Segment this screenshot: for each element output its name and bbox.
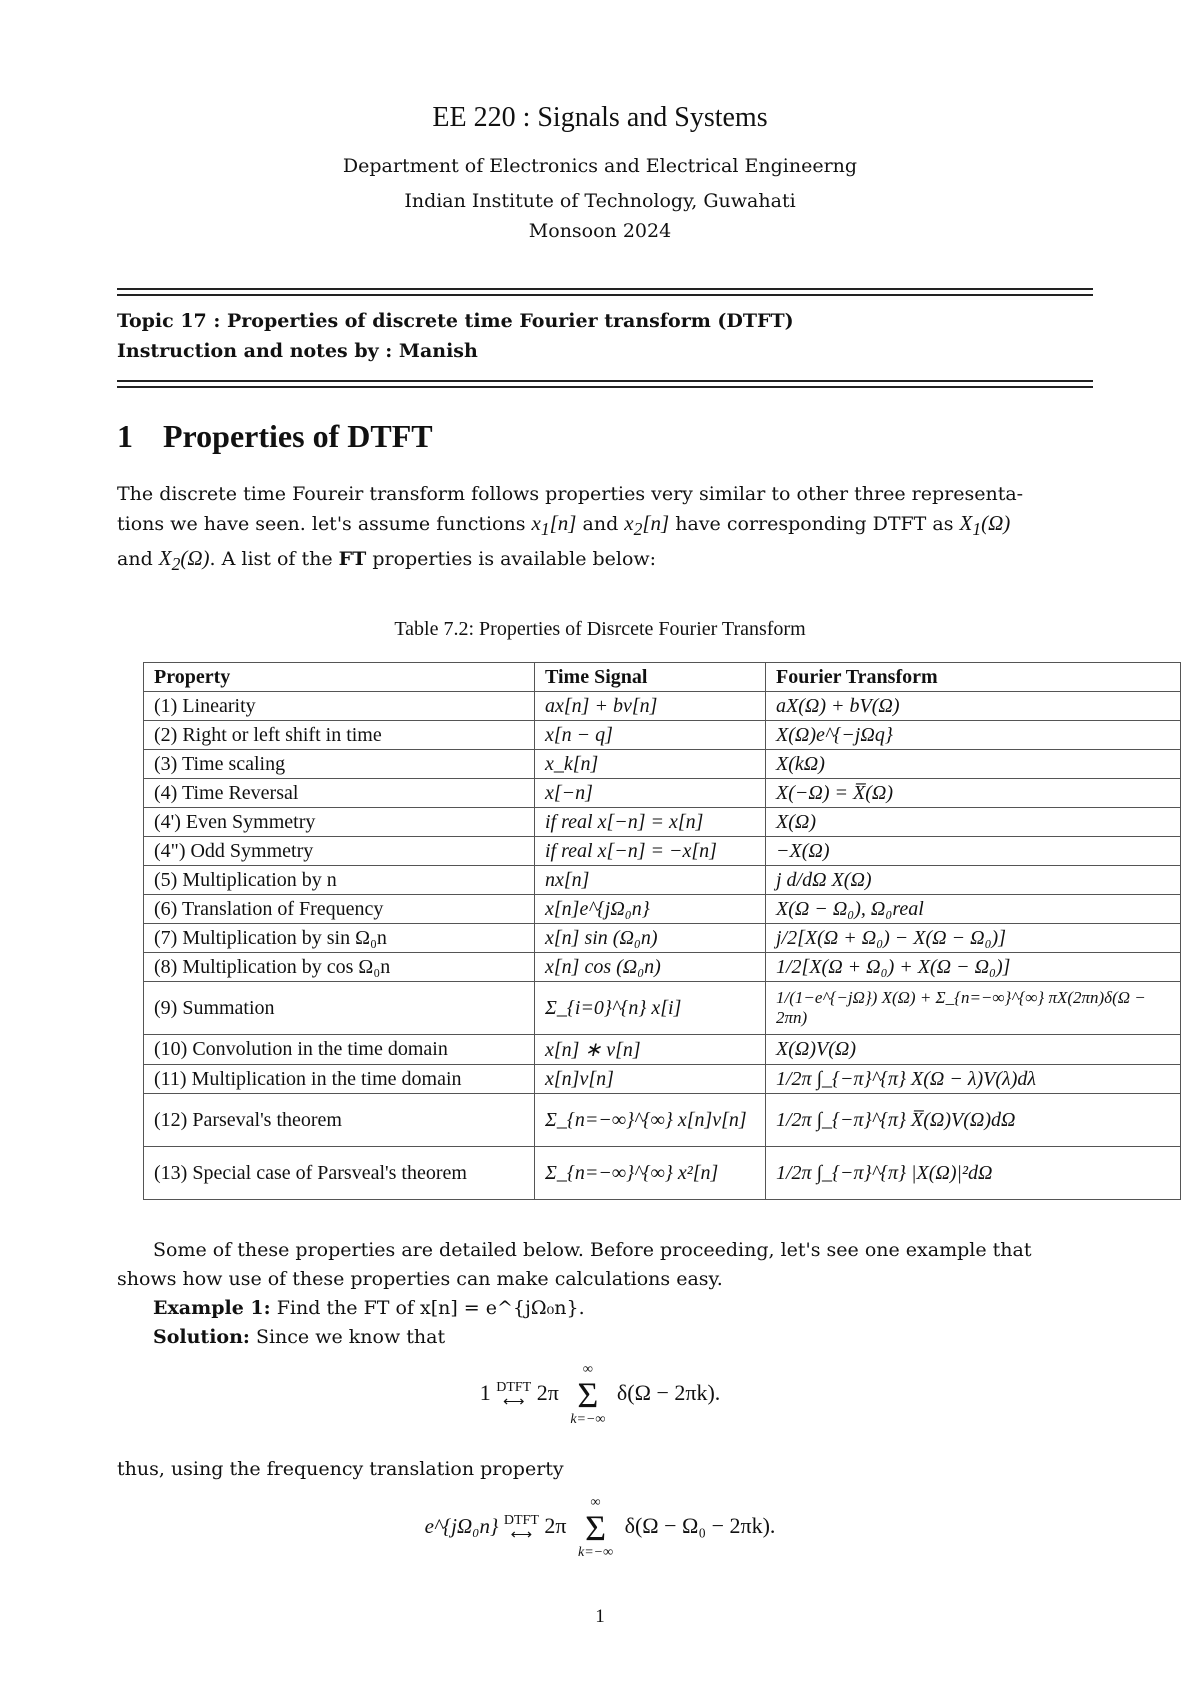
- arrow-label: DTFT: [503, 1513, 539, 1528]
- property-cell: (5) Multiplication by n: [144, 866, 535, 895]
- table-row: [144, 953, 1181, 982]
- fourier-cell: X(Ω − Ω₀), Ω₀real: [766, 895, 1181, 924]
- term: Monsoon 2024: [528, 220, 672, 242]
- ft-bold: FT: [338, 548, 367, 571]
- section-heading: [117, 418, 433, 455]
- example-text: Find the FT of x[n] = e^{jΩ₀n}.: [270, 1297, 585, 1319]
- time-signal-cell: ax[n] + bv[n]: [535, 692, 766, 721]
- mid-text: [117, 1455, 1093, 1484]
- sum-upper: ∞: [582, 1362, 593, 1377]
- property-cell: (8) Multiplication by cos Ω₀n: [144, 953, 535, 982]
- example-label: Example 1:: [153, 1297, 271, 1319]
- table-header-row: [144, 663, 1181, 692]
- fourier-cell: 1/(1−e^{−jΩ}) X(Ω) + Σ_{n=−∞}^{∞} πX(2πn)δ(Ω − 2πn): [766, 982, 1181, 1035]
- table-row: [144, 866, 1181, 895]
- fourier-cell: X(kΩ): [766, 750, 1181, 779]
- fourier-cell: j/2[X(Ω + Ω₀) − X(Ω − Ω₀)]: [766, 924, 1181, 953]
- section-number: 1: [117, 418, 133, 454]
- section-title: Properties of DTFT: [163, 418, 433, 454]
- fourier-cell: 1/2π ∫_{−π}^{π} X̅(Ω)V(Ω)dΩ: [766, 1094, 1181, 1147]
- fourier-cell: 1/2π ∫_{−π}^{π} X(Ω − λ)V(λ)dλ: [766, 1065, 1181, 1094]
- table-row: [144, 1094, 1181, 1147]
- time-signal-cell: x[n] sin (Ω₀n): [535, 924, 766, 953]
- department-name: Department of Electronics and Electrical Engineerng: [342, 155, 858, 177]
- arrow-label: DTFT: [496, 1380, 532, 1395]
- property-cell: (4) Time Reversal: [144, 779, 535, 808]
- intro-line-3a: and: [117, 548, 159, 571]
- header-property: Property: [144, 663, 535, 692]
- X2-symbol: $X_2(\Omega)$: [158, 546, 210, 575]
- time-signal-cell: x[−n]: [535, 779, 766, 808]
- fourier-cell: aX(Ω) + bV(Ω): [766, 692, 1181, 721]
- intro-line-2a: tions we have seen. let's assume functions: [117, 513, 532, 535]
- dtft-arrow: DTFT ⟷: [503, 1513, 539, 1543]
- equation-1: [0, 1362, 1200, 1428]
- fourier-cell: X(Ω): [766, 808, 1181, 837]
- intro-and: and: [576, 513, 625, 535]
- table-row: [144, 982, 1181, 1035]
- properties-table: [143, 662, 1181, 1200]
- sum-upper: ∞: [590, 1495, 601, 1510]
- time-signal-cell: x[n] ∗ v[n]: [535, 1035, 766, 1065]
- property-cell: (10) Convolution in the time domain: [144, 1035, 535, 1065]
- time-signal-cell: x[n]v[n]: [535, 1065, 766, 1094]
- institute-name: Indian Institute of Technology, Guwahati: [404, 190, 796, 212]
- example-line: [117, 1294, 1093, 1323]
- property-cell: (11) Multiplication in the time domain: [144, 1065, 535, 1094]
- solution-line: [117, 1323, 1093, 1352]
- solution-label: Solution:: [153, 1326, 250, 1348]
- time-signal-cell: if real x[−n] = −x[n]: [535, 837, 766, 866]
- X1-symbol: $X_1(\Omega)$: [959, 511, 1011, 540]
- time-signal-cell: Σ_{n=−∞}^{∞} x²[n]: [535, 1147, 766, 1200]
- property-cell: (12) Parseval's theorem: [144, 1094, 535, 1147]
- table-row: [144, 721, 1181, 750]
- table-row: [144, 1147, 1181, 1200]
- table-row: [144, 779, 1181, 808]
- mid-text-line: thus, using the frequency translation property: [117, 1458, 564, 1480]
- property-cell: (13) Special case of Parsveal's theorem: [144, 1147, 535, 1200]
- top-rule-second: [117, 294, 1093, 296]
- fourier-cell: X(Ω)e^{−jΩq}: [766, 721, 1181, 750]
- bottom-rule-second: [117, 386, 1093, 388]
- solution-text: Since we know that: [249, 1326, 446, 1348]
- sum-lower: k=−∞: [578, 1545, 614, 1560]
- intro-paragraph: [117, 480, 1093, 579]
- time-signal-cell: Σ_{i=0}^{n} x[i]: [535, 982, 766, 1035]
- author-line: Instruction and notes by : Manish: [117, 340, 478, 362]
- table-caption: Table 7.2: Properties of Disrcete Fourier Transform: [394, 618, 806, 640]
- table-row: [144, 692, 1181, 721]
- intro-line-3c: properties is available below:: [366, 548, 657, 571]
- property-cell: (1) Linearity: [144, 692, 535, 721]
- intro-line-3b: . A list of the: [209, 548, 339, 571]
- time-signal-cell: x_k[n]: [535, 750, 766, 779]
- eq1-two-pi: 2π: [536, 1380, 559, 1406]
- eq2-lhs: e^{jΩ₀n}: [424, 1514, 499, 1539]
- time-signal-cell: x[n − q]: [535, 721, 766, 750]
- eq2-rhs: δ(Ω − Ω₀ − 2πk).: [624, 1513, 776, 1539]
- intro-line-1: The discrete time Foureir transform follows properties very similar to other three representa-: [117, 483, 1024, 505]
- topic-line: Topic 17 : Properties of discrete time Fourier transform (DTFT): [117, 310, 794, 332]
- header-time-signal: Time Signal: [535, 663, 766, 692]
- sum-lower: k=−∞: [570, 1412, 606, 1427]
- property-cell: (9) Summation: [144, 982, 535, 1035]
- dtft-arrow: DTFT ⟷: [496, 1380, 532, 1410]
- table-row: [144, 750, 1181, 779]
- time-signal-cell: if real x[−n] = x[n]: [535, 808, 766, 837]
- x1-symbol: $x_1[n]$: [531, 511, 577, 540]
- time-signal-cell: x[n] cos (Ω₀n): [535, 953, 766, 982]
- fourier-cell: 1/2π ∫_{−π}^{π} |X(Ω)|²dΩ: [766, 1147, 1181, 1200]
- property-cell: (7) Multiplication by sin Ω₀n: [144, 924, 535, 953]
- eq1-lhs: 1: [479, 1380, 491, 1406]
- bottom-rule: [117, 380, 1093, 382]
- table-row: [144, 924, 1181, 953]
- table-row: [144, 808, 1181, 837]
- body-paragraph-2: [117, 1265, 1093, 1294]
- fourier-cell: j d/dΩ X(Ω): [766, 866, 1181, 895]
- time-signal-cell: Σ_{n=−∞}^{∞} x[n]v[n]: [535, 1094, 766, 1147]
- fourier-cell: X(−Ω) = X̅(Ω): [766, 779, 1181, 808]
- table-row: [144, 837, 1181, 866]
- eq1-rhs: δ(Ω − 2πk).: [616, 1380, 721, 1406]
- fourier-cell: X(Ω)V(Ω): [766, 1035, 1181, 1065]
- top-rule: [117, 288, 1093, 290]
- body-paragraph: [117, 1236, 1093, 1265]
- time-signal-cell: nx[n]: [535, 866, 766, 895]
- property-cell: (4") Odd Symmetry: [144, 837, 535, 866]
- table-row: [144, 895, 1181, 924]
- fourier-cell: 1/2[X(Ω + Ω₀) + X(Ω − Ω₀)]: [766, 953, 1181, 982]
- intro-line-2c: have corresponding DTFT as: [669, 513, 960, 535]
- property-cell: (3) Time scaling: [144, 750, 535, 779]
- course-title: EE 220 : Signals and Systems: [432, 102, 768, 133]
- page-number: 1: [595, 1606, 605, 1627]
- x2-symbol: $x_2[n]$: [624, 511, 670, 540]
- table-row: [144, 1065, 1181, 1094]
- time-signal-cell: x[n]e^{jΩ₀n}: [535, 895, 766, 924]
- eq2-two-pi: 2π: [544, 1513, 567, 1539]
- table-row: [144, 1035, 1181, 1065]
- sum-symbol: ∞ Σ k=−∞: [570, 1362, 606, 1427]
- equation-2: [0, 1495, 1200, 1561]
- property-cell: (4') Even Symmetry: [144, 808, 535, 837]
- sum-symbol: ∞ Σ k=−∞: [578, 1495, 614, 1560]
- body-line-2: shows how use of these properties can make calculations easy.: [117, 1268, 723, 1290]
- property-cell: (6) Translation of Frequency: [144, 895, 535, 924]
- header-fourier-transform: Fourier Transform: [766, 663, 1181, 692]
- fourier-cell: −X(Ω): [766, 837, 1181, 866]
- property-cell: (2) Right or left shift in time: [144, 721, 535, 750]
- body-line-1: Some of these properties are detailed below. Before proceeding, let's see one example that: [153, 1239, 1032, 1261]
